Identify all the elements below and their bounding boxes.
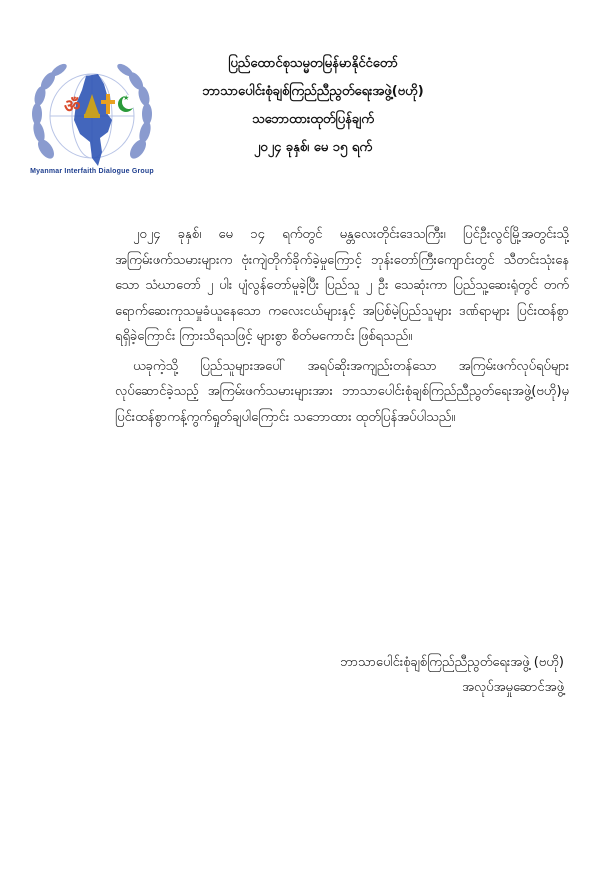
organization-logo <box>28 54 156 180</box>
signature-block <box>340 650 564 700</box>
paragraph-1: ၂၀၂၄ ခုနှစ်၊ မေ ၁၄ ရက်တွင် မန္တလေးတိုင်းဒေသကြီး၊ ပြင်ဦးလွင်မြို့အတွင်းသို့ အကြမ်းဖက်သမားများက ဗုံးကျဲတိုက်ခိုက်ခဲ့မှုကြောင့် ဘုန်းတော်ကြီးကျောင်းတွင် သီတင်းသုံးနေသော သံဃာတော် ၂ ပါး ပျံလွန်တော်မူခဲ့ပြီး ပြည်သူ ၂ ဦး သေဆုံးကာ ပြည်သူ့ဆေးရုံတွင် တက်ရောက်ဆေးကုသမှုခံယူနေသော ကလေးငယ်များနှင့် အပြစ်မဲ့ပြည်သူများ ဒဏ်ရာများ ပြင်းထန်စွာ ရရှိခဲ့ကြောင်း ကြားသိရသဖြင့် များစွာ စိတ်မကောင်း ဖြစ်ရသည်။ <box>115 227 569 344</box>
svg-text:★: ★ <box>123 94 130 102</box>
statement-body <box>115 222 569 434</box>
document-title: သဘောထားထုတ်ပြန်ချက် <box>252 112 374 127</box>
organization-name: ဘာသာပေါင်းစုံချစ်ကြည်ညီညွတ်ရေးအဖွဲ့(ဗဟို) <box>202 84 424 99</box>
country-name: ပြည်ထောင်စုသမ္မတမြန်မာနိုင်ငံတော် <box>228 56 398 71</box>
document-date: ၂၀၂၄ ခုနှစ်၊ မေ ၁၅ ရက် <box>253 140 373 155</box>
svg-text:ॐ: ॐ <box>64 96 81 117</box>
signature-committee: အလုပ်အမှုဆောင်အဖွဲ့ <box>462 680 564 695</box>
paragraph-2: ယခုကဲ့သို့ ပြည်သူများအပေါ် အရပ်ဆိုးအကျည်းတန်သော အကြမ်းဖက်လုပ်ရပ်များ လုပ်ဆောင်ခဲ့သည့် အကြမ်းဖက်သမားများအား ဘာသာပေါင်းစုံချစ်ကြည်ညီညွတ်ရေးအဖွဲ့(ဗဟို)မှ ပြင်းထန်စွာကန့်ကွက်ရှုတ်ချပါကြောင်း သဘောထား ထုတ်ပြန်အပ်ပါသည်။ <box>115 358 569 425</box>
document-header <box>168 50 458 162</box>
interfaith-emblem-icon <box>28 54 156 180</box>
signature-organization: ဘာသာပေါင်းစုံချစ်ကြည်ညီညွတ်ရေးအဖွဲ့ (ဗဟို) <box>340 655 564 670</box>
logo-caption: Myanmar Interfaith Dialogue Group <box>30 168 154 175</box>
